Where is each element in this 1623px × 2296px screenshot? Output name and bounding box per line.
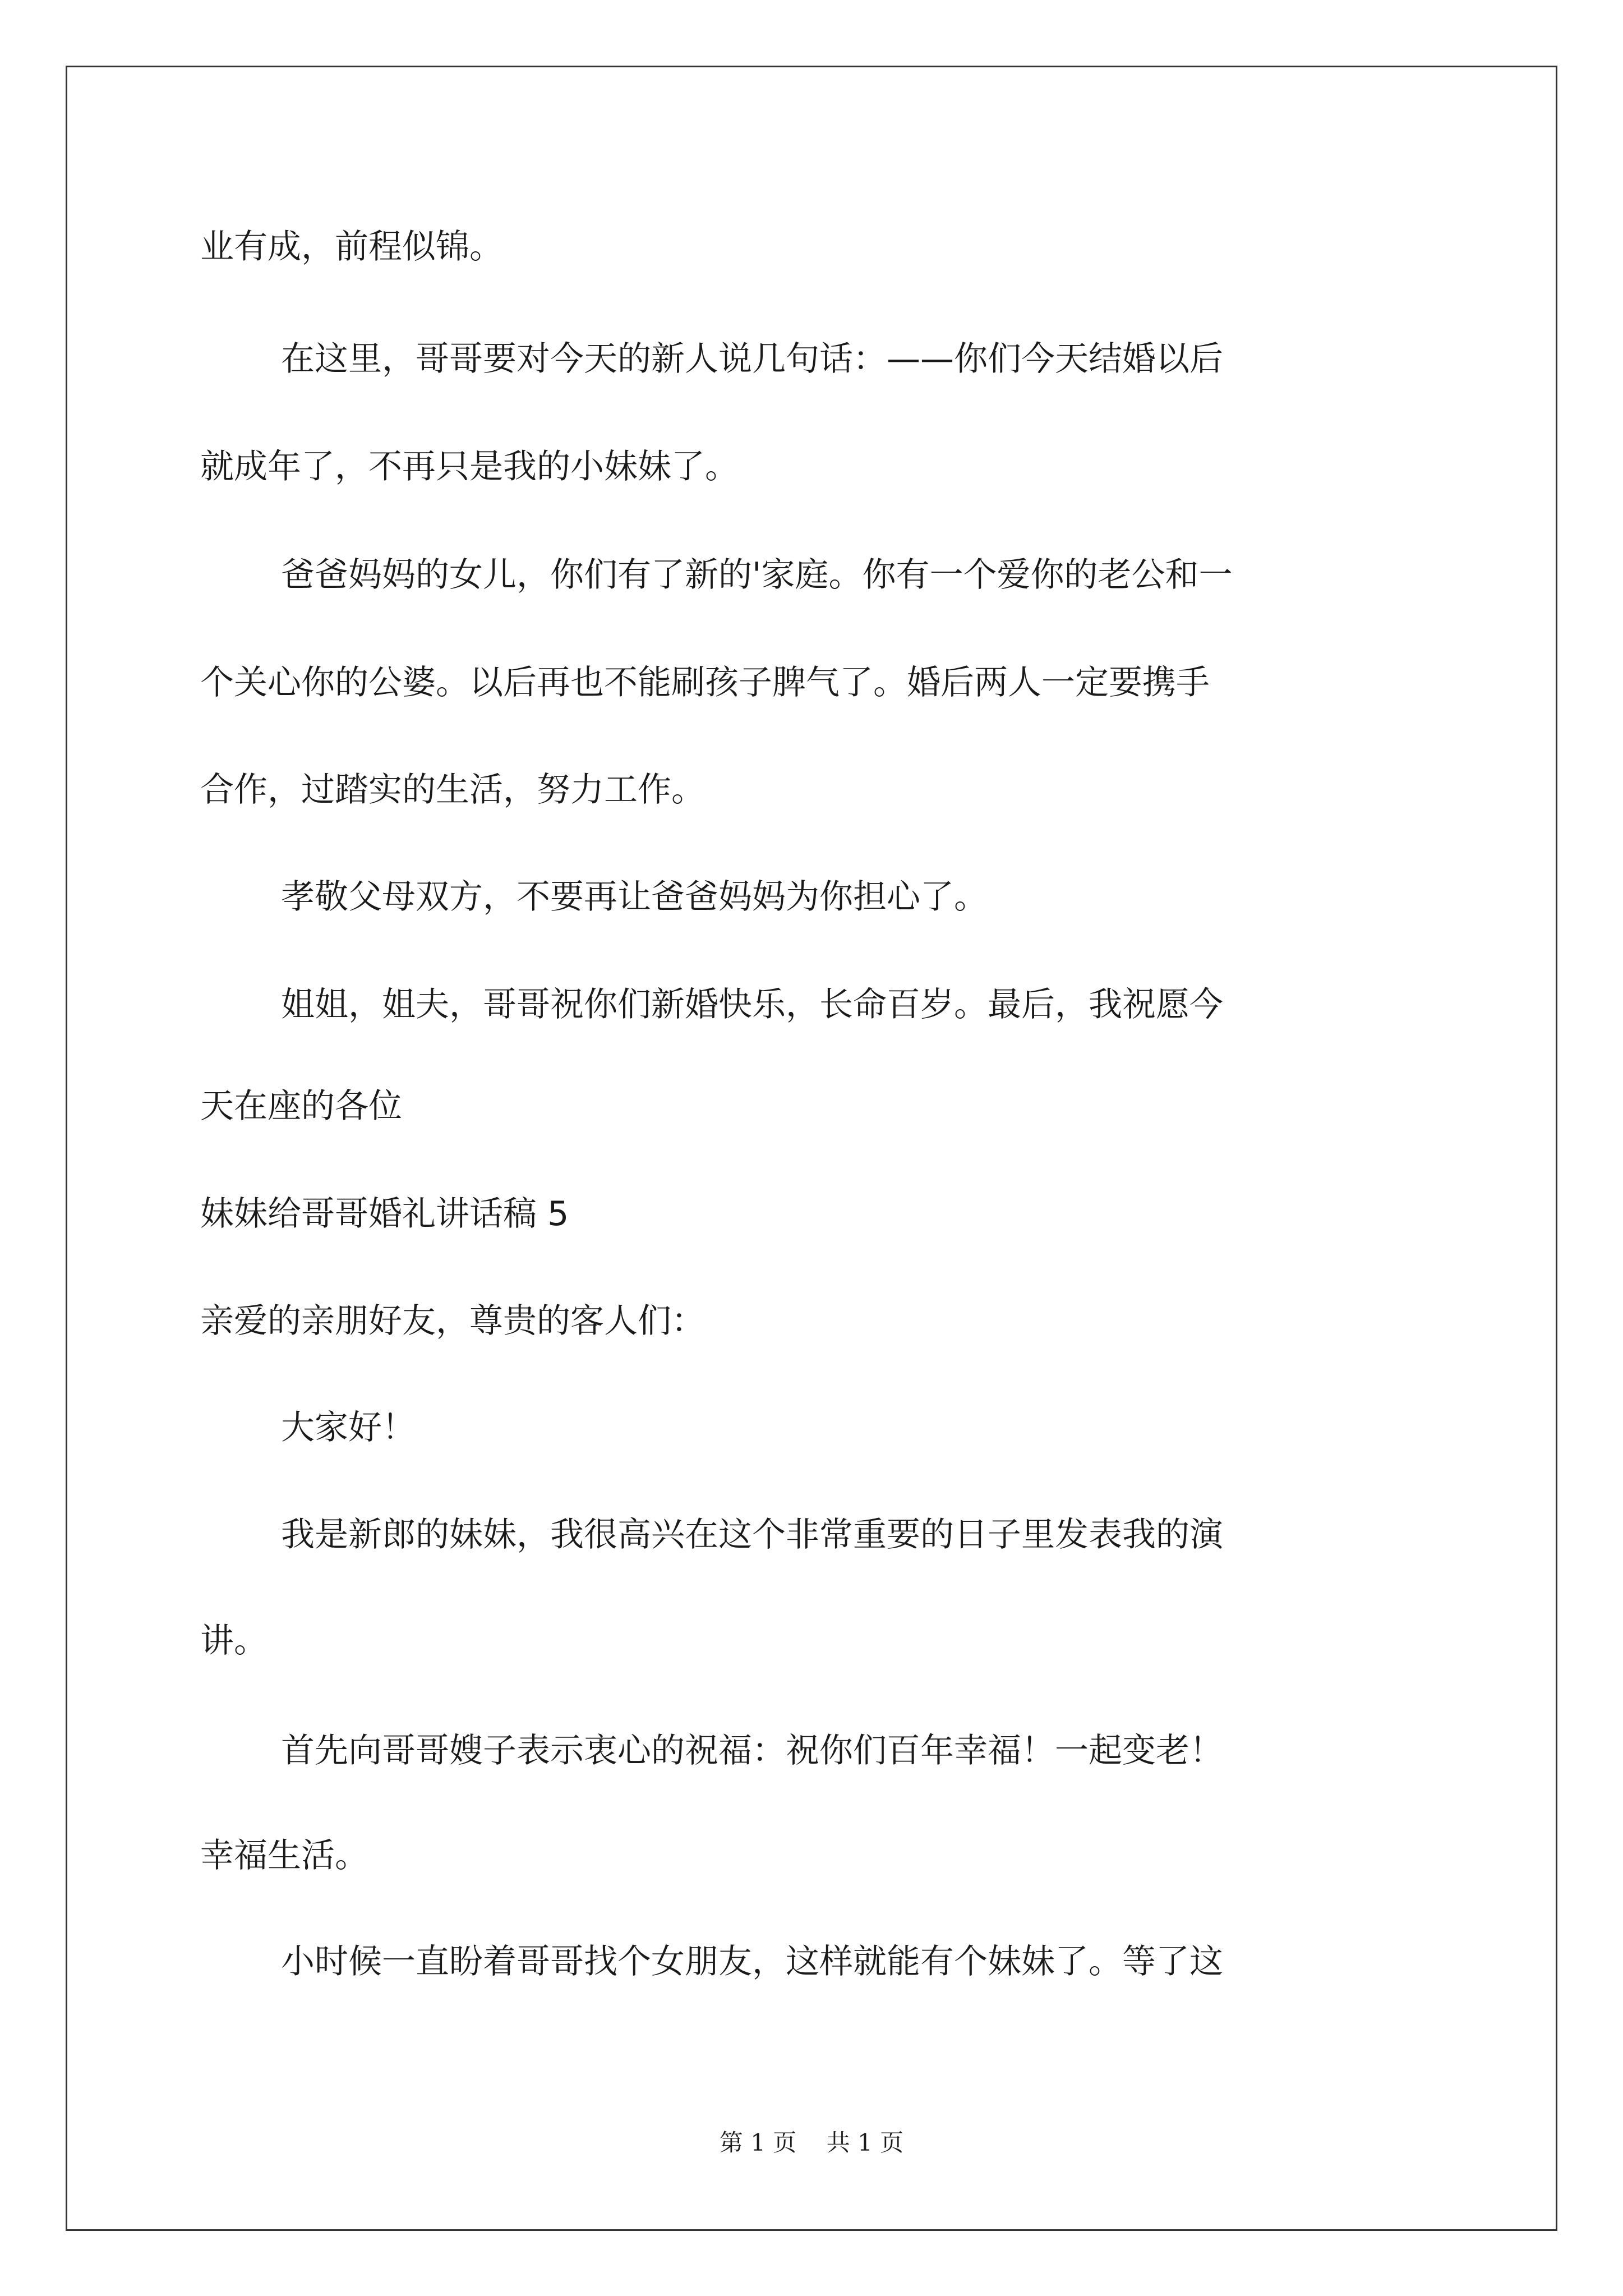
text-line: 首先向哥哥嫂子表示衷心的祝福：祝你们百年幸福！一起变老！ xyxy=(281,1731,1223,1770)
page-footer: 第 1 页 共 1 页 xyxy=(719,2129,904,2156)
page-border xyxy=(66,66,1557,2231)
text-line: 合作，过踏实的生活，努力工作。 xyxy=(200,770,705,809)
text-line: 我是新郎的妹妹，我很高兴在这个非常重要的日子里发表我的演 xyxy=(281,1515,1223,1554)
section-heading: 妹妹给哥哥婚礼讲话稿 5 xyxy=(200,1194,569,1234)
text-line: 爸爸妈妈的女儿，你们有了新的'家庭。你有一个爱你的老公和一 xyxy=(281,555,1233,595)
text-line: 讲。 xyxy=(200,1621,268,1660)
text-line: 姐姐，姐夫，哥哥祝你们新婚快乐，长命百岁。最后，我祝愿今 xyxy=(281,985,1223,1024)
text-line: 在这里，哥哥要对今天的新人说几句话：——你们今天结婚以后 xyxy=(281,339,1223,379)
text-line: 大家好！ xyxy=(281,1408,416,1447)
text-line: 就成年了，不再只是我的小妹妹了。 xyxy=(200,447,739,486)
text-line: 亲爱的亲朋好友，尊贵的客人们： xyxy=(200,1301,705,1341)
text-line: 幸福生活。 xyxy=(200,1836,368,1875)
text-line: 天在座的各位 xyxy=(200,1087,402,1126)
text-line: 业有成，前程似锦。 xyxy=(200,227,503,266)
text-line: 小时候一直盼着哥哥找个女朋友，这样就能有个妹妹了。等了这 xyxy=(281,1942,1223,1981)
text-line: 个关心你的公婆。以后再也不能刷孩子脾气了。婚后两人一定要携手 xyxy=(200,663,1210,702)
text-line: 孝敬父母双方，不要再让爸爸妈妈为你担心了。 xyxy=(281,877,988,917)
